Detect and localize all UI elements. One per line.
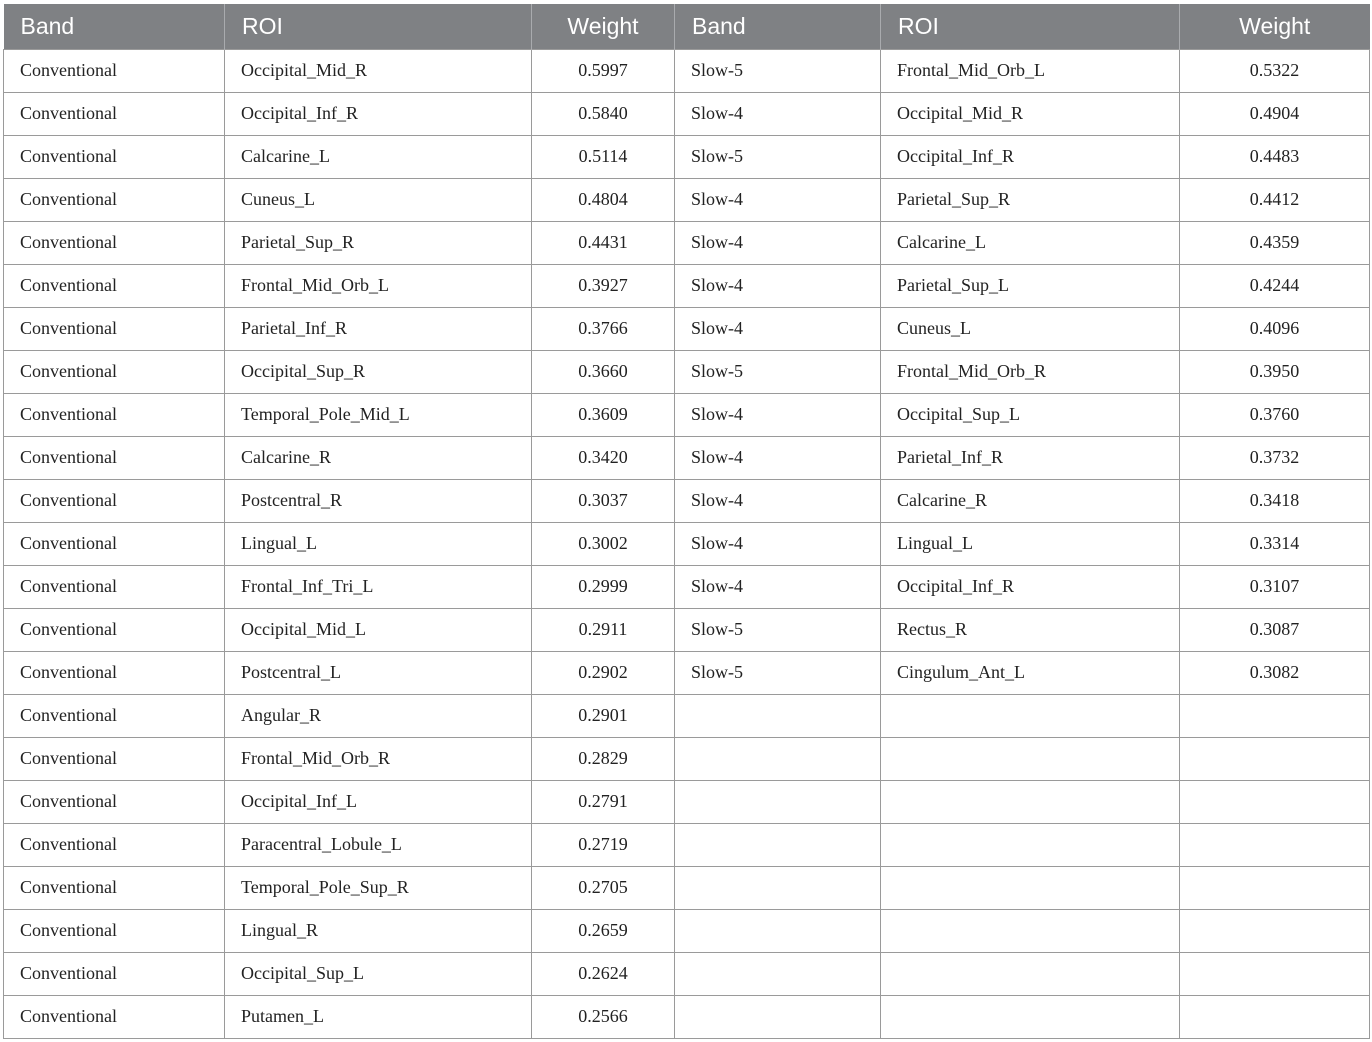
cell-band-right: Slow-4 [675, 264, 881, 307]
cell-roi-right: Cingulum_Ant_L [881, 651, 1180, 694]
table-row [4, 780, 1370, 823]
cell-weight-right: 0.4096 [1180, 307, 1370, 350]
cell-band-right: Slow-4 [675, 178, 881, 221]
table-row [4, 737, 1370, 780]
cell-roi-left: Frontal_Mid_Orb_L [225, 264, 532, 307]
table-row [4, 393, 1370, 436]
cell-roi-right: Frontal_Mid_Orb_R [881, 350, 1180, 393]
cell-band-right: Slow-4 [675, 436, 881, 479]
table-row [4, 823, 1370, 866]
cell-roi-left: Calcarine_R [225, 436, 532, 479]
cell-roi-left: Occipital_Inf_R [225, 92, 532, 135]
cell-weight-right: 0.3314 [1180, 522, 1370, 565]
cell-roi-right: Occipital_Inf_R [881, 135, 1180, 178]
cell-band-left: Conventional [4, 178, 225, 221]
cell-weight-left: 0.5840 [532, 92, 675, 135]
cell-weight-left: 0.5114 [532, 135, 675, 178]
cell-band-right: Slow-4 [675, 307, 881, 350]
cell-band-left: Conventional [4, 608, 225, 651]
cell-roi-left: Occipital_Mid_L [225, 608, 532, 651]
cell-roi-right [881, 694, 1180, 737]
table-row [4, 135, 1370, 178]
table-row [4, 221, 1370, 264]
table-row [4, 522, 1370, 565]
header-roi-right: ROI [881, 4, 1180, 49]
cell-weight-right [1180, 737, 1370, 780]
cell-roi-left: Cuneus_L [225, 178, 532, 221]
table-header-row [4, 4, 1370, 49]
cell-roi-right [881, 780, 1180, 823]
cell-roi-right [881, 952, 1180, 995]
cell-roi-left: Frontal_Inf_Tri_L [225, 565, 532, 608]
cell-roi-right: Frontal_Mid_Orb_L [881, 49, 1180, 92]
cell-band-left: Conventional [4, 264, 225, 307]
cell-weight-left: 0.3420 [532, 436, 675, 479]
cell-band-right: Slow-4 [675, 92, 881, 135]
cell-roi-right: Calcarine_L [881, 221, 1180, 264]
cell-roi-right [881, 995, 1180, 1038]
cell-weight-right [1180, 780, 1370, 823]
cell-roi-left: Occipital_Inf_L [225, 780, 532, 823]
table-row [4, 350, 1370, 393]
table-row [4, 92, 1370, 135]
cell-weight-left: 0.2901 [532, 694, 675, 737]
cell-weight-right [1180, 866, 1370, 909]
cell-band-left: Conventional [4, 995, 225, 1038]
cell-weight-right: 0.3950 [1180, 350, 1370, 393]
cell-band-right [675, 866, 881, 909]
cell-band-left: Conventional [4, 436, 225, 479]
cell-roi-left: Lingual_L [225, 522, 532, 565]
cell-weight-right [1180, 995, 1370, 1038]
cell-weight-right [1180, 952, 1370, 995]
table-row [4, 651, 1370, 694]
cell-roi-right: Lingual_L [881, 522, 1180, 565]
cell-band-right [675, 823, 881, 866]
cell-roi-right: Calcarine_R [881, 479, 1180, 522]
cell-band-right [675, 909, 881, 952]
table-row [4, 608, 1370, 651]
cell-band-left: Conventional [4, 135, 225, 178]
table-row [4, 264, 1370, 307]
cell-weight-right [1180, 909, 1370, 952]
cell-band-right [675, 737, 881, 780]
cell-roi-left: Putamen_L [225, 995, 532, 1038]
cell-roi-left: Occipital_Sup_R [225, 350, 532, 393]
cell-weight-left: 0.2659 [532, 909, 675, 952]
cell-weight-left: 0.3660 [532, 350, 675, 393]
cell-band-right [675, 694, 881, 737]
cell-band-right: Slow-5 [675, 135, 881, 178]
table-row [4, 909, 1370, 952]
cell-band-left: Conventional [4, 350, 225, 393]
cell-band-left: Conventional [4, 651, 225, 694]
cell-band-left: Conventional [4, 221, 225, 264]
cell-weight-left: 0.4804 [532, 178, 675, 221]
cell-band-right: Slow-5 [675, 651, 881, 694]
table-row [4, 49, 1370, 92]
cell-band-left: Conventional [4, 866, 225, 909]
cell-band-right: Slow-5 [675, 350, 881, 393]
cell-weight-left: 0.4431 [532, 221, 675, 264]
cell-weight-right: 0.4483 [1180, 135, 1370, 178]
cell-weight-left: 0.3766 [532, 307, 675, 350]
cell-band-right: Slow-4 [675, 565, 881, 608]
cell-weight-right [1180, 823, 1370, 866]
cell-weight-right: 0.3418 [1180, 479, 1370, 522]
cell-weight-right: 0.4359 [1180, 221, 1370, 264]
header-band-right: Band [675, 4, 881, 49]
cell-weight-right: 0.3760 [1180, 393, 1370, 436]
cell-roi-left: Postcentral_L [225, 651, 532, 694]
cell-weight-right: 0.5322 [1180, 49, 1370, 92]
cell-weight-left: 0.3609 [532, 393, 675, 436]
cell-band-left: Conventional [4, 479, 225, 522]
cell-roi-right: Occipital_Inf_R [881, 565, 1180, 608]
cell-weight-left: 0.2911 [532, 608, 675, 651]
cell-band-left: Conventional [4, 565, 225, 608]
cell-roi-right: Occipital_Mid_R [881, 92, 1180, 135]
cell-weight-left: 0.2719 [532, 823, 675, 866]
cell-roi-left: Temporal_Pole_Mid_L [225, 393, 532, 436]
cell-weight-left: 0.2791 [532, 780, 675, 823]
cell-band-left: Conventional [4, 952, 225, 995]
cell-band-right [675, 952, 881, 995]
cell-weight-left: 0.2705 [532, 866, 675, 909]
cell-weight-left: 0.5997 [532, 49, 675, 92]
table-row [4, 436, 1370, 479]
cell-weight-left: 0.3927 [532, 264, 675, 307]
cell-roi-right [881, 737, 1180, 780]
cell-roi-right: Parietal_Sup_L [881, 264, 1180, 307]
table-body [4, 49, 1370, 1038]
cell-band-left: Conventional [4, 92, 225, 135]
cell-band-left: Conventional [4, 909, 225, 952]
cell-weight-left: 0.2902 [532, 651, 675, 694]
cell-band-left: Conventional [4, 694, 225, 737]
cell-roi-right: Occipital_Sup_L [881, 393, 1180, 436]
cell-weight-left: 0.2624 [532, 952, 675, 995]
table-row [4, 995, 1370, 1038]
cell-roi-left: Parietal_Sup_R [225, 221, 532, 264]
cell-band-right: Slow-5 [675, 608, 881, 651]
cell-weight-right: 0.3107 [1180, 565, 1370, 608]
cell-weight-right: 0.3087 [1180, 608, 1370, 651]
cell-roi-left: Occipital_Sup_L [225, 952, 532, 995]
cell-band-right: Slow-4 [675, 522, 881, 565]
roi-weight-table [3, 4, 1370, 1039]
cell-roi-left: Occipital_Mid_R [225, 49, 532, 92]
header-roi-left: ROI [225, 4, 532, 49]
cell-roi-left: Postcentral_R [225, 479, 532, 522]
cell-roi-left: Temporal_Pole_Sup_R [225, 866, 532, 909]
cell-weight-left: 0.3002 [532, 522, 675, 565]
cell-band-right: Slow-4 [675, 221, 881, 264]
cell-band-right [675, 780, 881, 823]
cell-roi-right: Cuneus_L [881, 307, 1180, 350]
cell-band-left: Conventional [4, 522, 225, 565]
cell-weight-left: 0.2829 [532, 737, 675, 780]
cell-band-left: Conventional [4, 49, 225, 92]
cell-roi-left: Frontal_Mid_Orb_R [225, 737, 532, 780]
cell-roi-left: Paracentral_Lobule_L [225, 823, 532, 866]
header-weight-left: Weight [532, 4, 675, 49]
cell-weight-right: 0.3082 [1180, 651, 1370, 694]
cell-roi-right [881, 866, 1180, 909]
cell-roi-left: Lingual_R [225, 909, 532, 952]
cell-roi-right: Parietal_Inf_R [881, 436, 1180, 479]
cell-roi-right [881, 909, 1180, 952]
cell-weight-left: 0.2566 [532, 995, 675, 1038]
cell-band-right: Slow-4 [675, 479, 881, 522]
cell-roi-left: Parietal_Inf_R [225, 307, 532, 350]
header-band-left: Band [4, 4, 225, 49]
cell-weight-right [1180, 694, 1370, 737]
cell-roi-right: Rectus_R [881, 608, 1180, 651]
cell-weight-left: 0.3037 [532, 479, 675, 522]
cell-weight-right: 0.4904 [1180, 92, 1370, 135]
cell-band-left: Conventional [4, 823, 225, 866]
cell-roi-right: Parietal_Sup_R [881, 178, 1180, 221]
cell-weight-right: 0.3732 [1180, 436, 1370, 479]
cell-roi-left: Angular_R [225, 694, 532, 737]
cell-weight-left: 0.2999 [532, 565, 675, 608]
header-weight-right: Weight [1239, 12, 1311, 39]
table-row [4, 178, 1370, 221]
cell-band-right [675, 995, 881, 1038]
cell-weight-right: 0.4244 [1180, 264, 1370, 307]
cell-band-right: Slow-4 [675, 393, 881, 436]
cell-roi-right [881, 823, 1180, 866]
table-row [4, 565, 1370, 608]
table-row [4, 952, 1370, 995]
cell-band-left: Conventional [4, 393, 225, 436]
table-row [4, 694, 1370, 737]
table-row [4, 866, 1370, 909]
cell-band-left: Conventional [4, 780, 225, 823]
cell-roi-left: Calcarine_L [225, 135, 532, 178]
cell-band-right: Slow-5 [675, 49, 881, 92]
cell-weight-right: 0.4412 [1180, 178, 1370, 221]
cell-band-left: Conventional [4, 307, 225, 350]
table-row [4, 307, 1370, 350]
cell-band-left: Conventional [4, 737, 225, 780]
table-row [4, 479, 1370, 522]
